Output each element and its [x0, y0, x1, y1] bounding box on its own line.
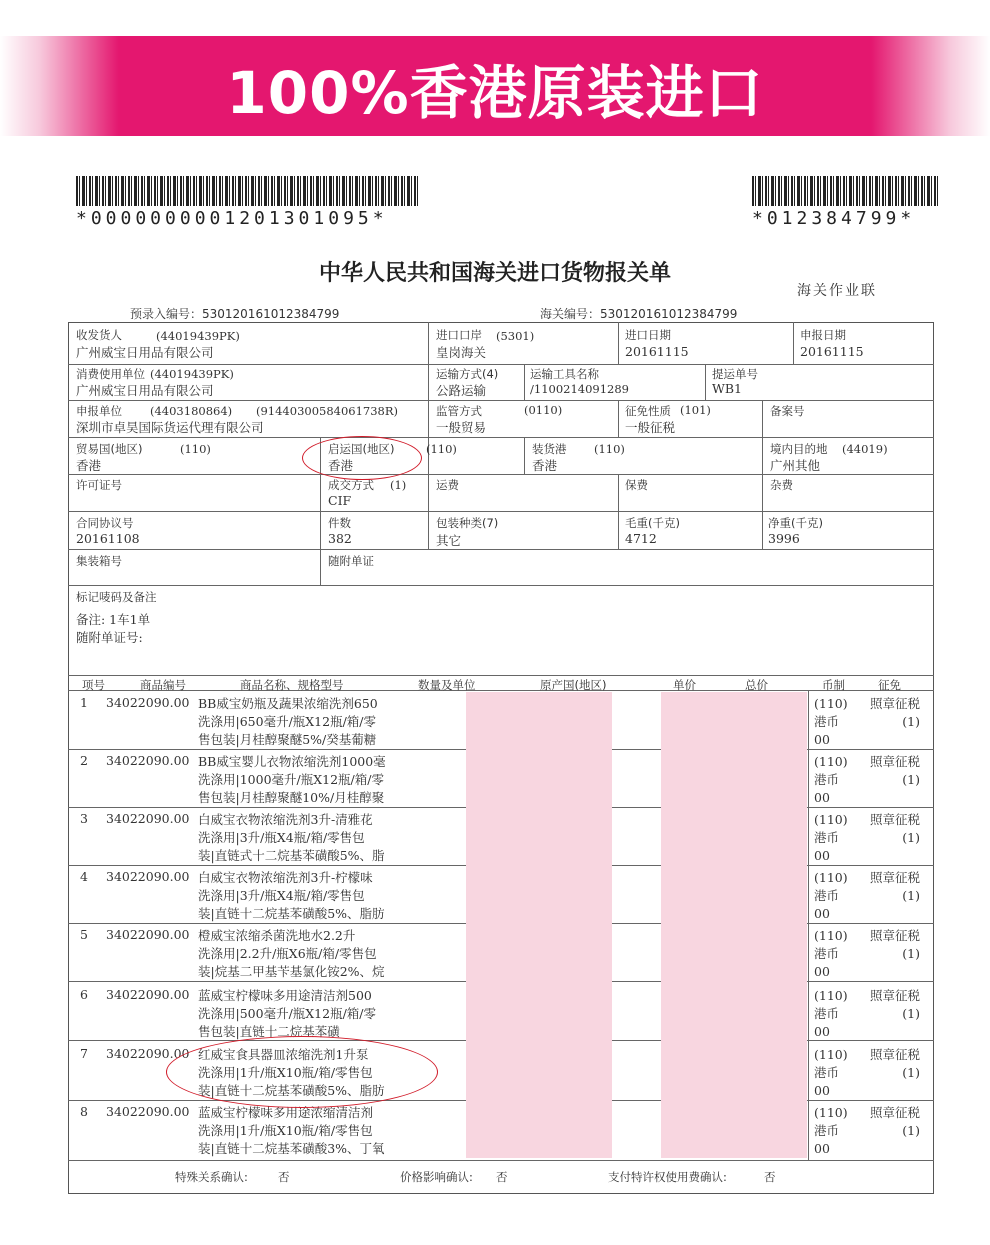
- net-weight-label: 净重(千克): [768, 516, 823, 530]
- exemption-code: (1): [902, 888, 920, 903]
- exemption-text: 照章征税: [869, 988, 920, 1003]
- price-impact-value: 否: [496, 1170, 508, 1184]
- th-total-price: 总价: [745, 678, 768, 692]
- row-currency: [814, 1046, 848, 1100]
- row-exemption: [864, 811, 920, 847]
- customs-number: 海关编号：530120161012384799: [540, 307, 738, 321]
- loading-port-label: 装货港: [532, 442, 567, 456]
- row-name-line: 洗涤用|1升/瓶X10瓶/箱/零售包: [198, 1123, 373, 1138]
- rule: [68, 474, 934, 475]
- origin-country-label: 启运国(地区): [328, 442, 395, 456]
- row-exemption: [864, 1104, 920, 1140]
- copy-label: 海关作业联: [797, 283, 877, 299]
- packages-label: 件数: [328, 516, 351, 530]
- row-name-line: 橙威宝浓缩杀菌洗地水2.2升: [198, 928, 356, 943]
- highlight-ring: [166, 1036, 438, 1108]
- row-exemption: [864, 753, 920, 789]
- currency-code: (110): [814, 928, 848, 943]
- remark: 备注: 1车1单: [76, 612, 151, 627]
- trade-country-value: 香港: [76, 458, 102, 473]
- rule: [68, 1160, 934, 1161]
- currency-suffix: 00: [814, 964, 830, 979]
- row-currency: [814, 811, 848, 865]
- row-name: [198, 695, 453, 749]
- transport-mode-value: 公路运输: [436, 383, 487, 398]
- destination-value: 广州其他: [770, 458, 821, 473]
- th-origin: 原产国(地区): [540, 678, 607, 692]
- declare-date-label: 申报日期: [800, 328, 846, 342]
- exemption-text: 照章征税: [869, 754, 920, 769]
- royalty-label: 支付特许权使用费确认:: [608, 1170, 727, 1184]
- table-row: [68, 1101, 934, 1159]
- rule: [68, 437, 934, 438]
- exemption-text: 照章征税: [869, 696, 920, 711]
- currency-code: (110): [814, 988, 848, 1003]
- declarant-code: (4403180864): [150, 404, 233, 418]
- rule: [793, 322, 794, 364]
- row-exemption: [864, 987, 920, 1023]
- insurance-label: 保费: [625, 478, 648, 492]
- transport-mode-label: 运输方式(4): [436, 367, 499, 381]
- contract-value: 20161108: [76, 531, 140, 546]
- th-commodity-code: 商品编号: [140, 678, 186, 692]
- currency-code: (110): [814, 812, 848, 827]
- transport-tool-label: 运输工具名称: [530, 367, 599, 381]
- rule: [762, 400, 763, 511]
- tax-label: 征免性质: [625, 404, 671, 418]
- highlight-ring: [302, 436, 422, 480]
- loading-port-code: (110): [594, 442, 625, 456]
- row-number: 6: [80, 987, 88, 1002]
- row-name-line: 售包装|月桂醇聚醚10%/月桂醇聚: [198, 790, 385, 805]
- currency-suffix: 00: [814, 848, 830, 863]
- gross-weight-value: 4712: [625, 531, 657, 546]
- row-number: 2: [80, 753, 88, 768]
- row-code: 34022090.00: [106, 987, 190, 1002]
- trade-country-code: (110): [180, 442, 211, 456]
- exemption-text: 照章征税: [869, 870, 920, 885]
- exemption-code: (1): [902, 1006, 920, 1021]
- barcode-left-number: *0000000001201301095*: [76, 208, 388, 229]
- package-type-value: 其它: [436, 533, 462, 548]
- consumer-code: (44019439PK): [150, 367, 234, 381]
- barcode-bars: [76, 176, 418, 206]
- exemption-code: (1): [902, 830, 920, 845]
- rule: [68, 675, 934, 676]
- rule: [68, 364, 934, 365]
- consumer-label: 消费使用单位: [76, 367, 145, 381]
- banner-title: 100%香港原装进口: [226, 59, 764, 127]
- import-date-value: 20161115: [625, 344, 689, 359]
- destination-label: 境内目的地: [770, 442, 828, 456]
- currency-suffix: 00: [814, 1141, 830, 1156]
- rule: [68, 511, 934, 512]
- royalty-value: 否: [764, 1170, 776, 1184]
- exemption-text: 照章征税: [869, 928, 920, 943]
- port-value: 皇岗海关: [436, 345, 487, 360]
- row-name-line: 装|直链十二烷基苯磺酸3%、丁氧: [198, 1141, 385, 1156]
- rule: [428, 322, 429, 400]
- row-name-line: 洗涤用|3升/瓶X4瓶/箱/零售包: [198, 830, 365, 845]
- row-name-line: BB威宝奶瓶及蔬果浓缩洗剂650: [198, 696, 378, 711]
- declarant-value: 深圳市卓昊国际货运代理有限公司: [76, 420, 264, 435]
- net-weight-value: 3996: [768, 531, 800, 546]
- row-name: [198, 1104, 453, 1158]
- deal-mode-label: 成交方式: [328, 478, 374, 492]
- consignee-value: 广州威宝日用品有限公司: [76, 345, 214, 360]
- row-number: 7: [80, 1046, 88, 1061]
- currency-name: 港币: [814, 772, 840, 787]
- rule: [618, 322, 619, 364]
- port-label: 进口口岸: [436, 328, 482, 342]
- row-name-line: 白威宝衣物浓缩洗剂3升-柠檬味: [198, 870, 373, 885]
- consignee-code: (44019439PK): [156, 329, 240, 343]
- destination-code: (44019): [842, 442, 888, 456]
- barcode-right-number: *012384799*: [752, 208, 916, 229]
- row-code: 34022090.00: [106, 695, 190, 710]
- row-currency: [814, 987, 848, 1041]
- th-currency: 币制: [822, 678, 845, 692]
- row-name: [198, 811, 453, 865]
- row-code: 34022090.00: [106, 753, 190, 768]
- rule: [618, 400, 619, 437]
- currency-code: (110): [814, 1047, 848, 1062]
- table-row: [68, 808, 934, 866]
- currency-suffix: 00: [814, 1024, 830, 1039]
- loading-port-value: 香港: [532, 458, 558, 473]
- bill-no-label: 提运单号: [712, 367, 758, 381]
- origin-country-value: 香港: [328, 458, 354, 473]
- rule: [762, 511, 763, 549]
- table-row: [68, 924, 934, 982]
- currency-suffix: 00: [814, 1083, 830, 1098]
- row-name-line: 洗涤用|1升/瓶X10瓶/箱/零售包: [198, 1065, 373, 1080]
- row-currency: [814, 695, 848, 749]
- row-name-line: 洗涤用|1000毫升/瓶X12瓶/箱/零: [198, 772, 384, 787]
- row-currency: [814, 753, 848, 807]
- consignee-label: 收发货人: [76, 328, 122, 342]
- row-code: 34022090.00: [106, 1104, 190, 1119]
- document-title: 中华人民共和国海关进口货物报关单: [318, 261, 671, 286]
- import-date-label: 进口日期: [625, 328, 671, 342]
- currency-name: 港币: [814, 888, 840, 903]
- currency-suffix: 00: [814, 790, 830, 805]
- rule: [705, 364, 706, 400]
- row-name: [198, 753, 453, 807]
- rule: [524, 437, 525, 474]
- row-number: 8: [80, 1104, 88, 1119]
- exemption-code: (1): [902, 772, 920, 787]
- package-type-label: 包装种类(7): [436, 516, 499, 530]
- rule: [428, 511, 429, 549]
- currency-name: 港币: [814, 946, 840, 961]
- th-item-no: 项号: [82, 678, 105, 692]
- currency-name: 港币: [814, 1006, 840, 1021]
- packages-value: 382: [328, 531, 352, 546]
- declarant-code-2: (91440300584061738R): [256, 404, 399, 418]
- trade-country-label: 贸易国(地区): [76, 442, 143, 456]
- currency-name: 港币: [814, 714, 840, 729]
- deal-mode-code: (1): [390, 478, 407, 492]
- th-quantity: 数量及单位: [418, 678, 476, 692]
- license-label: 许可证号: [76, 478, 122, 492]
- barcode-right: [752, 176, 940, 229]
- currency-code: (110): [814, 696, 848, 711]
- supervision-code: (0110): [524, 403, 563, 417]
- row-name: [198, 927, 453, 981]
- record-label: 备案号: [770, 404, 805, 418]
- currency-name: 港币: [814, 1065, 840, 1080]
- row-name-line: 洗涤用|3升/瓶X4瓶/箱/零售包: [198, 888, 365, 903]
- rule: [68, 400, 934, 401]
- row-exemption: [864, 1046, 920, 1082]
- table-row: [68, 984, 934, 1042]
- currency-suffix: 00: [814, 732, 830, 747]
- currency-suffix: 00: [814, 906, 830, 921]
- marks-label: 标记唛码及备注: [76, 590, 157, 604]
- row-name: [198, 869, 453, 923]
- rule: [524, 364, 525, 400]
- row-number: 1: [80, 695, 88, 710]
- misc-label: 杂费: [770, 478, 793, 492]
- row-name-line: 洗涤用|650毫升/瓶X12瓶/箱/零: [198, 714, 377, 729]
- table-row: [68, 866, 934, 924]
- currency-code: (110): [814, 870, 848, 885]
- supervision-label: 监管方式: [436, 404, 482, 418]
- row-name-line: 红威宝食具器皿浓缩洗剂1升泵: [198, 1047, 369, 1062]
- table-row: [68, 750, 934, 808]
- th-exemption: 征免: [878, 678, 901, 692]
- transport-tool-value: /1100214091289: [530, 382, 629, 396]
- container-label: 集装箱号: [76, 554, 122, 568]
- barcode-left: [76, 176, 418, 229]
- special-relation-label: 特殊关系确认:: [175, 1170, 248, 1184]
- row-name-line: 蓝威宝柠檬味多用途清洁剂500: [198, 988, 372, 1003]
- row-name-line: 装|烷基二甲基苄基氯化铵2%、烷: [198, 964, 385, 979]
- row-name: [198, 987, 453, 1041]
- row-code: 34022090.00: [106, 1046, 190, 1061]
- price-impact-label: 价格影响确认:: [400, 1170, 473, 1184]
- tax-code: (101): [680, 403, 711, 417]
- gross-weight-label: 毛重(千克): [625, 516, 680, 530]
- row-name-line: 洗涤用|2.2升/瓶X6瓶/箱/零售包: [198, 946, 377, 961]
- rule: [68, 690, 934, 691]
- currency-name: 港币: [814, 1123, 840, 1138]
- exemption-text: 照章征税: [869, 1047, 920, 1062]
- row-code: 34022090.00: [106, 869, 190, 884]
- row-number: 4: [80, 869, 88, 884]
- row-exemption: [864, 869, 920, 905]
- table-row: [68, 692, 934, 750]
- contract-label: 合同协议号: [76, 516, 134, 530]
- exemption-code: (1): [902, 714, 920, 729]
- origin-country-code: (110): [426, 442, 457, 456]
- row-name-line: 装|直链十二烷基苯磺酸5%、脂肪: [198, 1083, 385, 1098]
- row-name-line: BB威宝婴儿衣物浓缩洗剂1000毫: [198, 754, 386, 769]
- rule: [618, 474, 619, 549]
- attached-number: 随附单证号:: [76, 630, 143, 645]
- row-currency: [814, 1104, 848, 1158]
- currency-code: (110): [814, 1105, 848, 1120]
- row-code: 34022090.00: [106, 927, 190, 942]
- row-exemption: [864, 695, 920, 731]
- deal-mode-value: CIF: [328, 493, 352, 508]
- row-currency: [814, 927, 848, 981]
- exemption-code: (1): [902, 946, 920, 961]
- pre-entry-number: 预录入编号：530120161012384799: [130, 307, 340, 321]
- tax-value: 一般征税: [625, 420, 676, 435]
- row-name-line: 装|直链式十二烷基苯磺酸5%、脂: [198, 848, 385, 863]
- consumer-value: 广州威宝日用品有限公司: [76, 383, 214, 398]
- exemption-text: 照章征税: [869, 812, 920, 827]
- bill-no-value: WB1: [712, 381, 742, 396]
- declare-date-value: 20161115: [800, 344, 864, 359]
- exemption-code: (1): [902, 1065, 920, 1080]
- row-number: 3: [80, 811, 88, 826]
- attached-label: 随附单证: [328, 554, 374, 568]
- row-currency: [814, 869, 848, 923]
- rule: [68, 549, 934, 550]
- row-name-line: 蓝威宝柠檬味多用途浓缩清洁剂: [198, 1105, 374, 1120]
- freight-label: 运费: [436, 478, 459, 492]
- exemption-code: (1): [902, 1123, 920, 1138]
- declarant-label: 申报单位: [76, 404, 122, 418]
- currency-code: (110): [814, 754, 848, 769]
- barcode-bars: [752, 176, 940, 206]
- rule: [68, 585, 934, 586]
- th-unit-price: 单价: [673, 678, 696, 692]
- exemption-text: 照章征税: [869, 1105, 920, 1120]
- special-relation-value: 否: [278, 1170, 290, 1184]
- row-name-line: 白威宝衣物浓缩洗剂3升-清雅花: [198, 812, 373, 827]
- th-commodity-name: 商品名称、规格型号: [240, 678, 344, 692]
- row-name-line: 洗涤用|500毫升/瓶X12瓶/箱/零: [198, 1006, 377, 1021]
- row-code: 34022090.00: [106, 811, 190, 826]
- row-name-line: 售包装|直链十二烷基苯磺: [198, 1024, 340, 1039]
- port-code: (5301): [496, 329, 535, 343]
- currency-name: 港币: [814, 830, 840, 845]
- row-number: 5: [80, 927, 88, 942]
- row-name-line: 售包装|月桂醇聚醚5%/癸基葡糖: [198, 732, 377, 747]
- supervision-value: 一般贸易: [436, 420, 487, 435]
- row-exemption: [864, 927, 920, 963]
- row-name-line: 装|直链十二烷基苯磺酸5%、脂肪: [198, 906, 385, 921]
